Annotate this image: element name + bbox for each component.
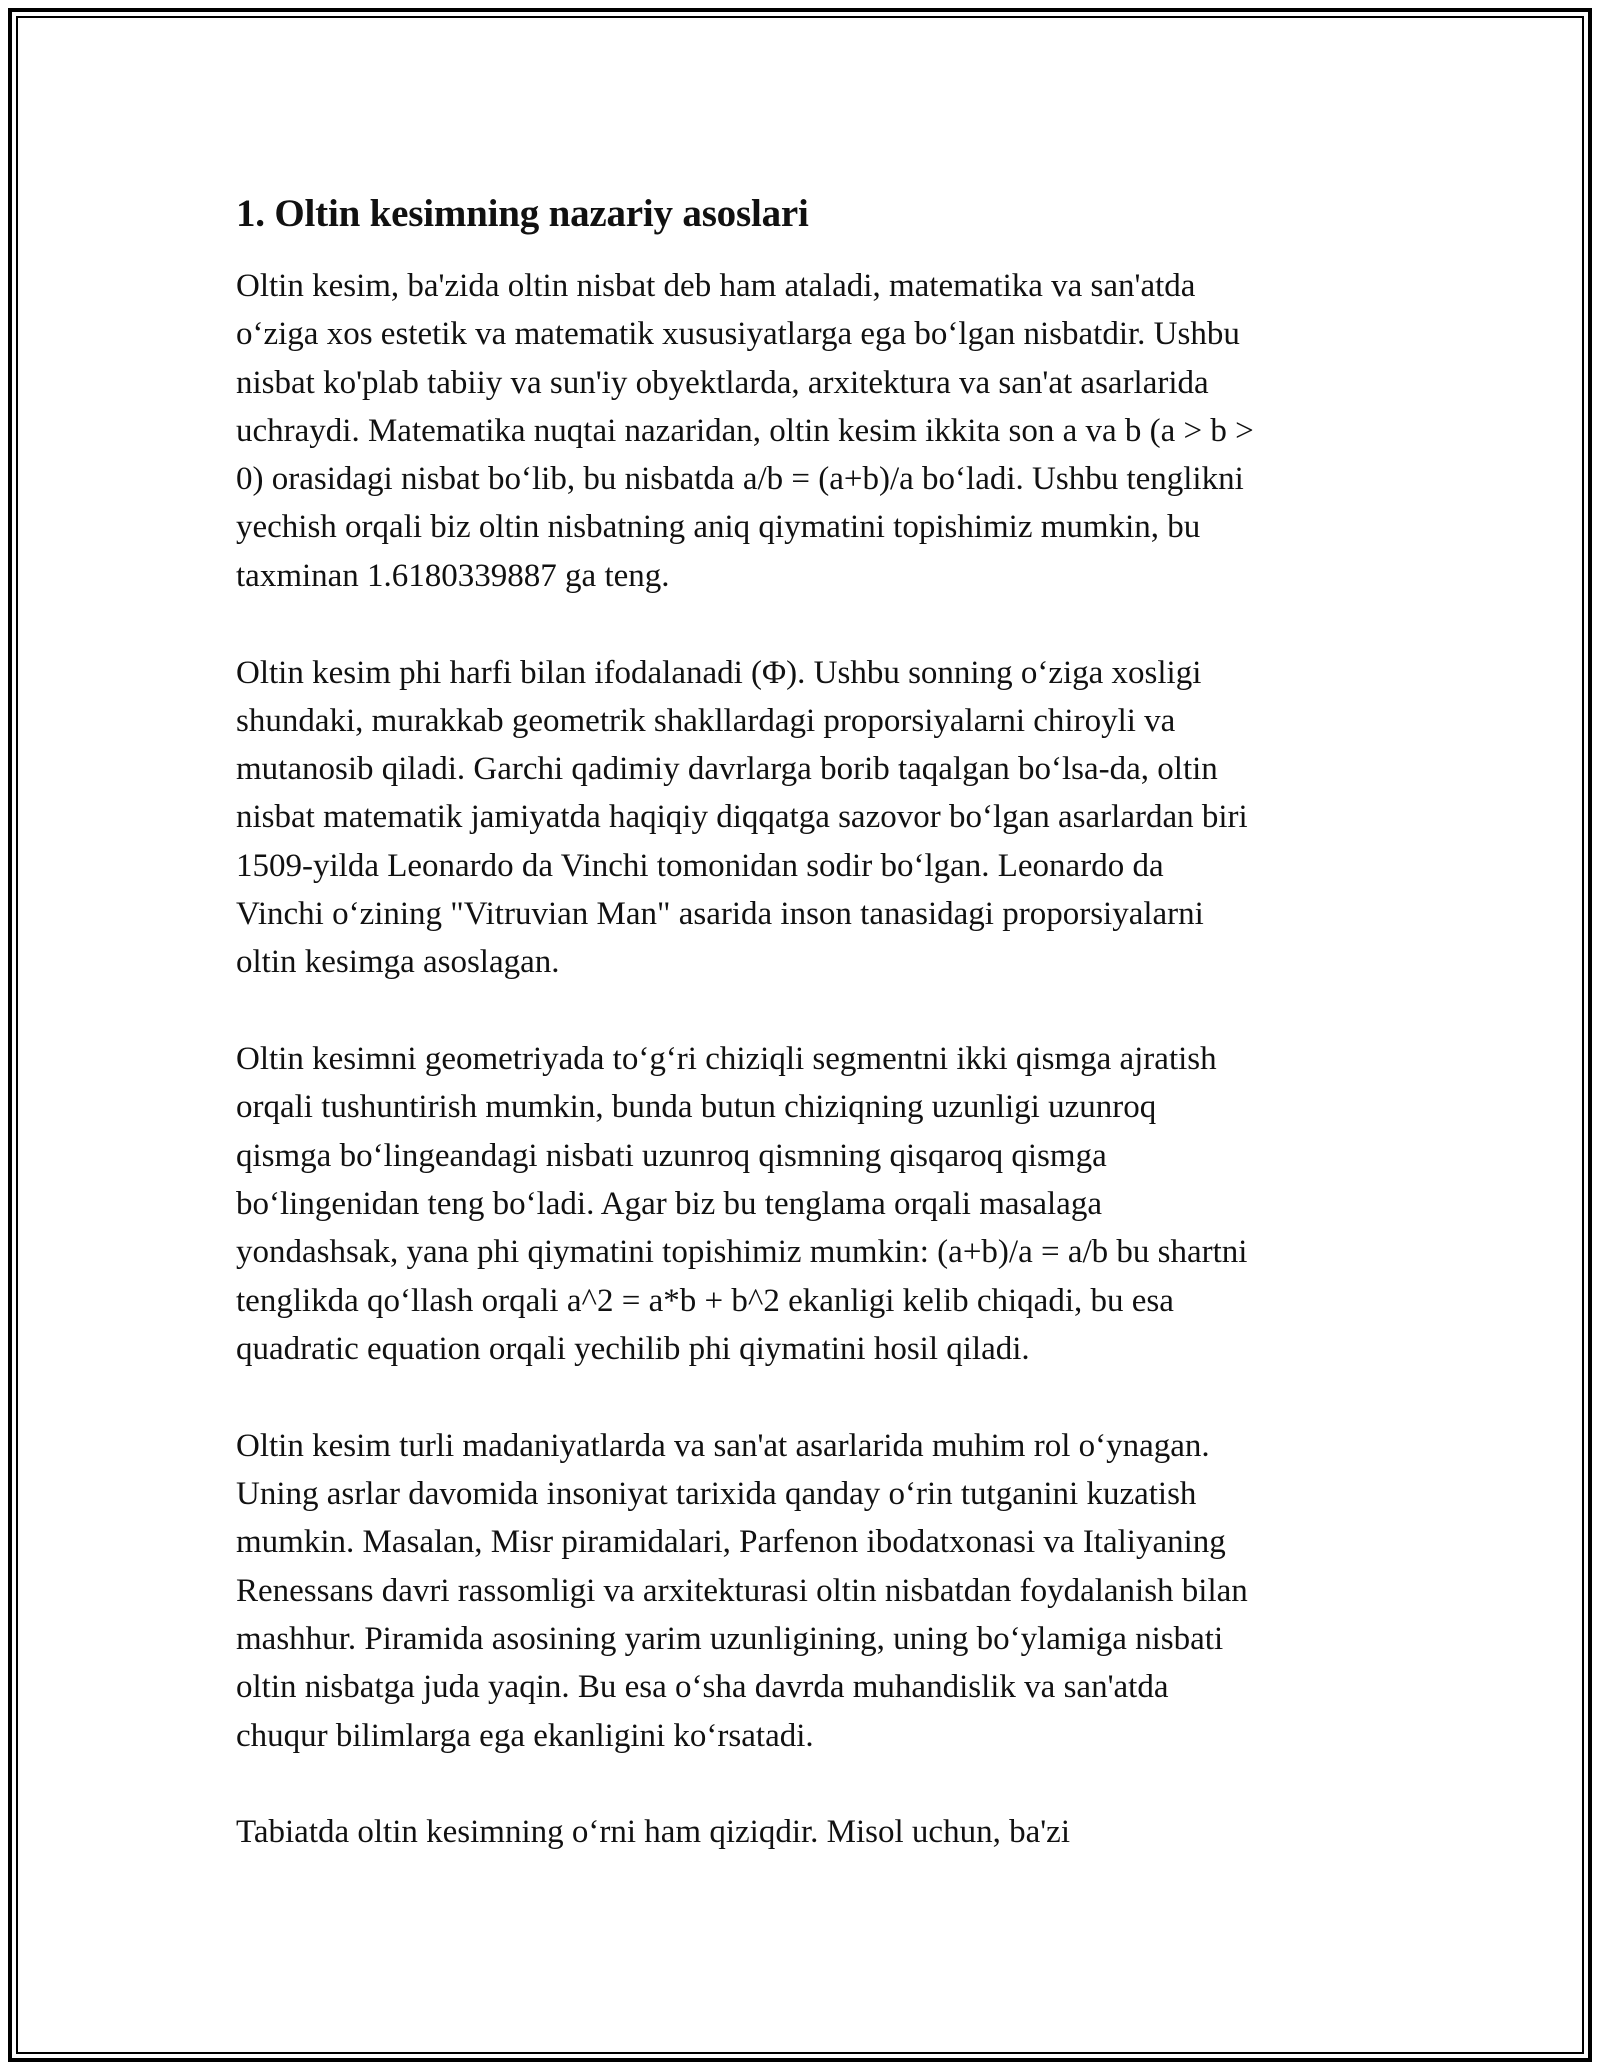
paragraph-line: oltin nisbatga juda yaqin. Bu esa o‘sha davrda muhandislik va san'atda [236,1669,1169,1706]
paragraph-line: tenglikda qo‘llash orqali a^2 = a*b + b^2 ekanligi kelib chiqadi, bu esa [236,1282,1174,1319]
paragraph-line: yechish orqali biz oltin nisbatning aniq qiymatini topishimiz mumkin, bu [236,509,1201,546]
paragraph-line: chuqur bilimlarga ega ekanligini ko‘rsatadi. [236,1717,814,1754]
paragraph-line: mashhur. Piramida asosining yarim uzunligining, uning bo‘ylamiga nisbati [236,1620,1224,1657]
paragraph [236,1808,1376,1856]
paragraph [236,1422,1376,1760]
paragraph-line: taxminan 1.6180339887 ga teng. [236,557,670,594]
paragraph-line: yondashsak, yana phi qiymatini topishimiz mumkin: (a+b)/a = a/b bu shartni [236,1234,1248,1271]
paragraph-line: Oltin kesim turli madaniyatlarda va san'at asarlarida muhim rol o‘ynagan. [236,1427,1210,1464]
paragraph [236,1035,1376,1373]
paragraph-line: bo‘lingenidan teng bo‘ladi. Agar biz bu tenglama orqali masalaga [236,1186,1102,1223]
paragraph-line: oltin kesimga asoslagan. [236,944,560,981]
paragraph [236,649,1376,987]
paragraph-line: o‘ziga xos estetik va matematik xususiyatlarga ega bo‘lgan nisbatdir. Ushbu [236,316,1240,353]
paragraph-line: mumkin. Masalan, Misr piramidalari, Parfenon ibodatxonasi va Italiyaning [236,1524,1226,1561]
paragraph-line: mutanosib qiladi. Garchi qadimiy davrlarga borib taqalgan bo‘lsa-da, oltin [236,751,1218,788]
section-heading: 1. Oltin kesimning nazariy asoslari [236,192,809,235]
document-body [236,186,1376,1905]
paragraph-line: 1509-yilda Leonardo da Vinchi tomonidan sodir bo‘lgan. Leonardo da [236,847,1164,884]
paragraph-line: qismga bo‘lingeandagi nisbati uzunroq qismning qisqaroq qismga [236,1137,1107,1174]
paragraph-line: Vinchi o‘zining "Vitruvian Man" asarida inson tanasidagi proporsiyalarni [236,896,1204,933]
paragraph-line: nisbat ko'plab tabiiy va sun'iy obyektlarda, arxitektura va san'at asarlarida [236,364,1209,401]
paragraph-line: 0) orasidagi nisbat bo‘lib, bu nisbatda a/b = (a+b)/a bo‘ladi. Ushbu tenglikni [236,461,1244,498]
paragraph-line: Renessans davri rassomligi va arxitekturasi oltin nisbatdan foydalanish bilan [236,1572,1248,1609]
paragraph-line: uchraydi. Matematika nuqtai nazaridan, oltin kesim ikkita son a va b (a > b > [236,412,1254,449]
paragraph-line: Tabiatda oltin kesimning o‘rni ham qiziqdir. Misol uchun, ba'zi [236,1814,1070,1851]
paragraph-line: shundaki, murakkab geometrik shakllardagi proporsiyalarni chiroyli va [236,702,1176,739]
paragraph-line: Oltin kesim phi harfi bilan ifodalanadi (Φ). Ushbu sonning o‘ziga xosligi [236,654,1202,691]
paragraph-line: nisbat matematik jamiyatda haqiqiy diqqatga sazovor bo‘lgan asarlardan biri [236,799,1248,836]
paragraph [236,262,1376,600]
paragraph-line: orqali tushuntirish mumkin, bunda butun chiziqning uzunligi uzunroq [236,1089,1157,1126]
paragraph-container [236,262,1376,1857]
paragraph-line: quadratic equation orqali yechilib phi qiymatini hosil qiladi. [236,1330,1030,1367]
paragraph-line: Oltin kesim, ba'zida oltin nisbat deb ham ataladi, matematika va san'atda [236,268,1196,304]
paragraph-line: Uning asrlar davomida insoniyat tarixida qanday o‘rin tutganini kuzatish [236,1476,1197,1513]
paragraph-line: Oltin kesimni geometriyada to‘g‘ri chiziqli segmentni ikki qismga ajratish [236,1041,1217,1078]
